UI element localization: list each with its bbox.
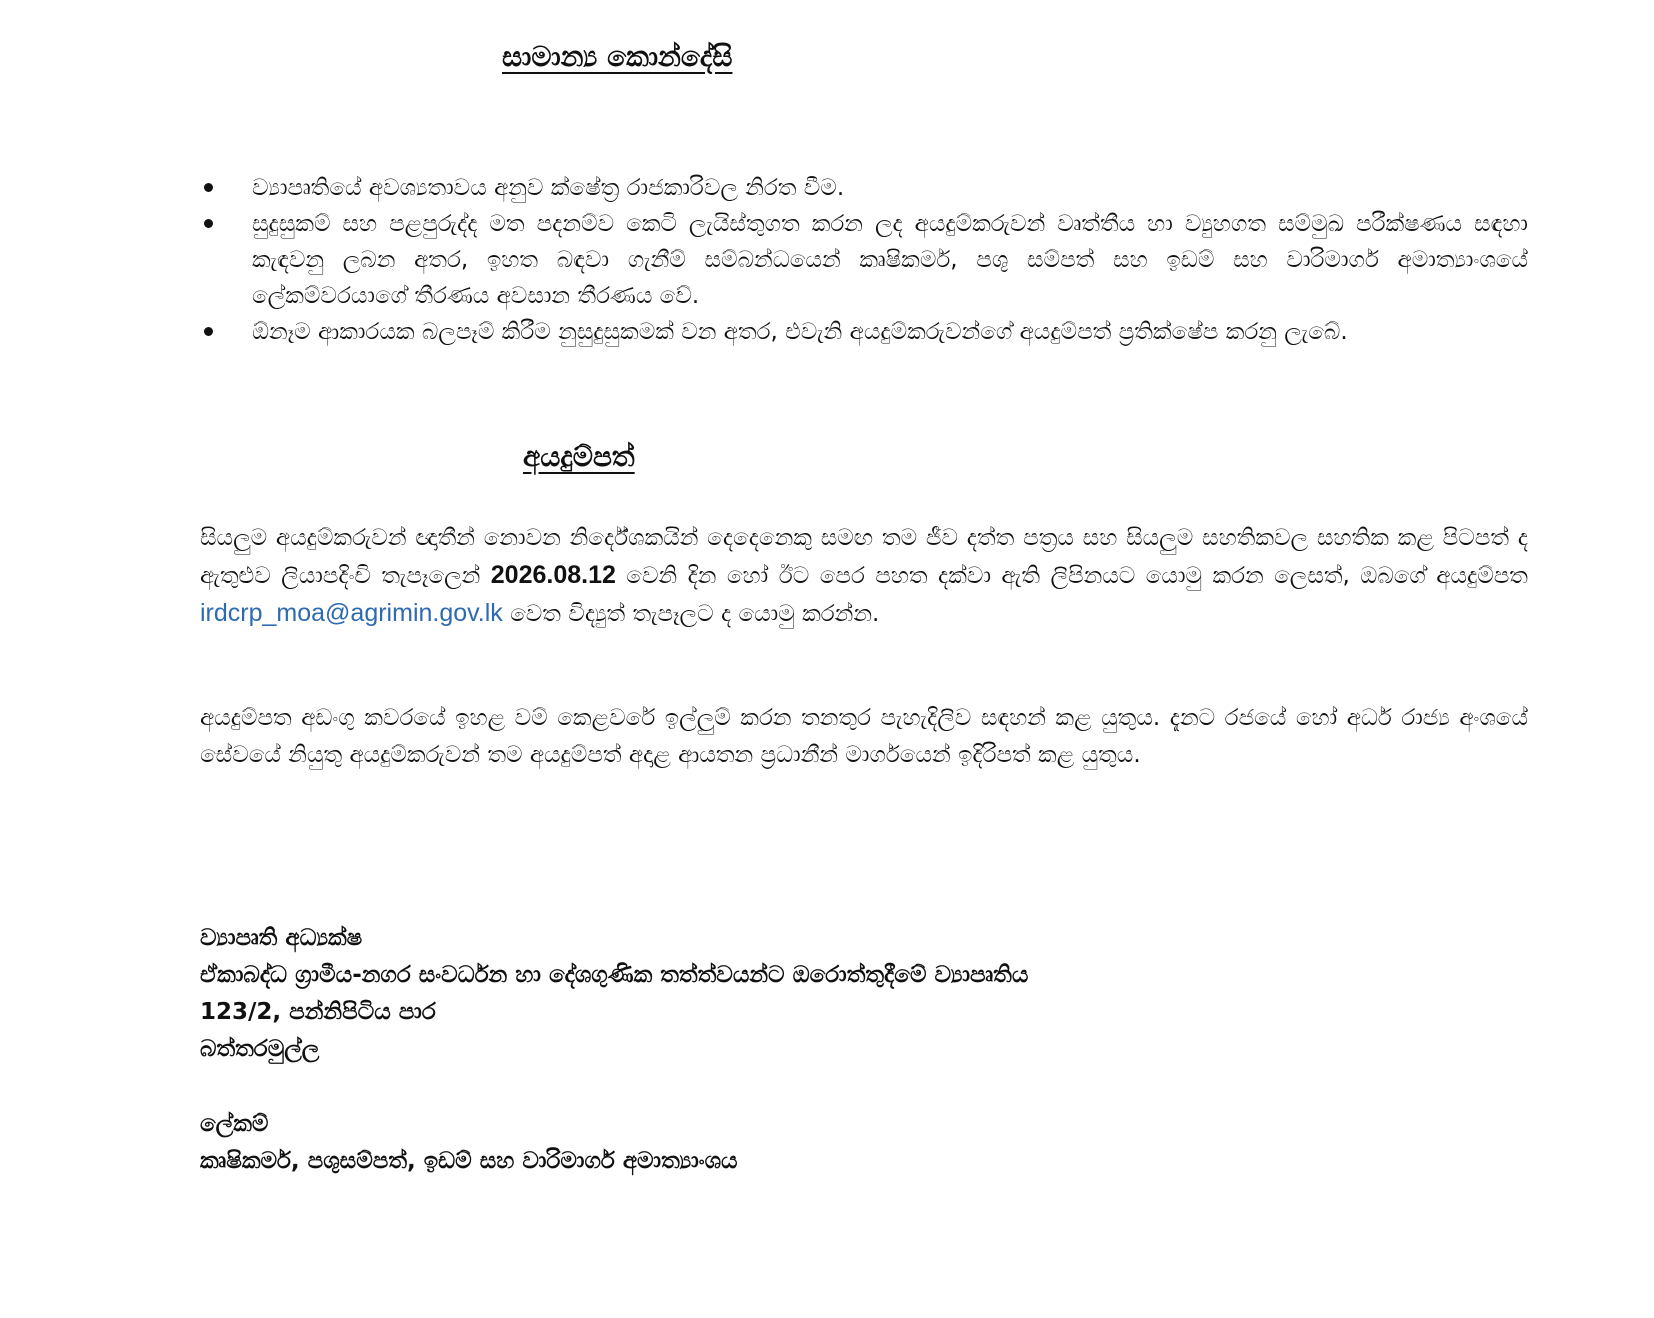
list-item-text: ඕනෑම ආකාරයක බලපෑම් කිරීම නුසුදුසුකමක් වන අතර, එවැනි අයදුම්කරුවන්ගේ අයදුම්පත් ප්‍රතික්ෂේප කරනු ලැබේ. (252, 319, 1348, 345)
list-item-text: ව්‍යාපෘතියේ අවශ්‍යතාවය අනුව ක්ෂේත්‍ර රාජකාරිවල නිරත වීම. (252, 175, 845, 201)
address-line: කෘෂිකර්ම, පශුසම්පත්, ඉඩම් සහ වාරිමාර්ග අමාත්‍යාංශය (200, 1148, 738, 1174)
project-director-address (200, 920, 1400, 1068)
general-conditions-heading: සාමාන්‍ය කොන්දේසි (502, 40, 733, 73)
address-line: ලේකම් (200, 1111, 269, 1137)
bullet-icon (204, 219, 213, 228)
instructions-text: වෙත විද්‍යුත් තැපෑලට ද යොමු කරන්න. (502, 601, 880, 627)
applications-heading: අයදුම්පත් (523, 440, 635, 473)
address-line: ව්‍යාපෘති අධ්‍යක්ෂ (200, 925, 363, 951)
application-instructions-paragraph (200, 520, 1528, 633)
list-item-text: සුදුසුකම් සහ පළපුරුද්ද මත පදනම්ව කෙටි ලැයිස්තුගත කරන ලද අයදුම්කරුවන් වෘත්තීය හා ව්‍යුහගත සම්මුඛ පරීක්ෂණය සඳහා කැඳවනු ලබන අතර, ඉහත බඳවා ගැනීම් සම්බන්ධයෙන් කෘෂිකර්ම, පශු සම්පත් සහ ඉඩම් සහ වාරිමාර්ග අමාත්‍යාංශයේ ලේකම්වරයාගේ තීරණය අවසාන තීරණය වේ. (252, 211, 1528, 309)
address-line: ඒකාබද්ධ ග්‍රාමීය-නගර සංවර්ධන හා දේශගුණික තත්ත්වයන්ට ඔරොත්තුදීමේ ව්‍යාපෘතිය (200, 962, 1029, 988)
bullet-icon (204, 183, 213, 192)
address-line: බත්තරමුල්ල (200, 1036, 320, 1062)
list-item (200, 314, 1528, 350)
deadline-date: 2026.08.12 (490, 561, 616, 589)
address-line: 123/2, පන්නිපිටිය පාර (200, 999, 436, 1025)
list-item (200, 206, 1528, 314)
instructions-text: වෙනි දින හෝ ඊට පෙර පහත දක්වා ඇති ලිපිනයට යොමු කරන ලෙසත්, ඔබගේ අයදුම්පත (615, 563, 1528, 589)
conditions-list (200, 170, 1528, 350)
instructions-text: සියලුම අයදුම්කරුවන් ඥාතීන් නොවන නිර්දේශකයින් දෙදෙනෙකු සමඟ තම ජීව දත්ත පත්‍රය සහ සියලුම සහතිකවල සහතික කළ පිටපත් ද ඇතුළුව ලියාපදිංචි තැපෑලෙන් (200, 525, 1528, 589)
secretary-address (200, 1106, 1400, 1180)
list-item (200, 170, 1528, 206)
bullet-icon (204, 327, 213, 336)
email-link[interactable]: irdcrp_moa@agrimin.gov.lk (200, 599, 503, 627)
envelope-instructions-paragraph: අයදුම්පත අඩංගු කවරයේ ඉහළ වම් කෙළවරේ ඉල්ලුම් කරන තනතුර පැහැදිලිව සඳහන් කළ යුතුය. දැනට රජයේ හෝ අර්ධ රාජ්‍ය අංශයේ සේවයේ නියුතු අයදුම්කරුවන් තම අයදුම්පත් අදාළ ආයතන ප්‍රධානීන් මාර්ගයෙන් ඉදිරිපත් කළ යුතුය. (200, 705, 1528, 768)
